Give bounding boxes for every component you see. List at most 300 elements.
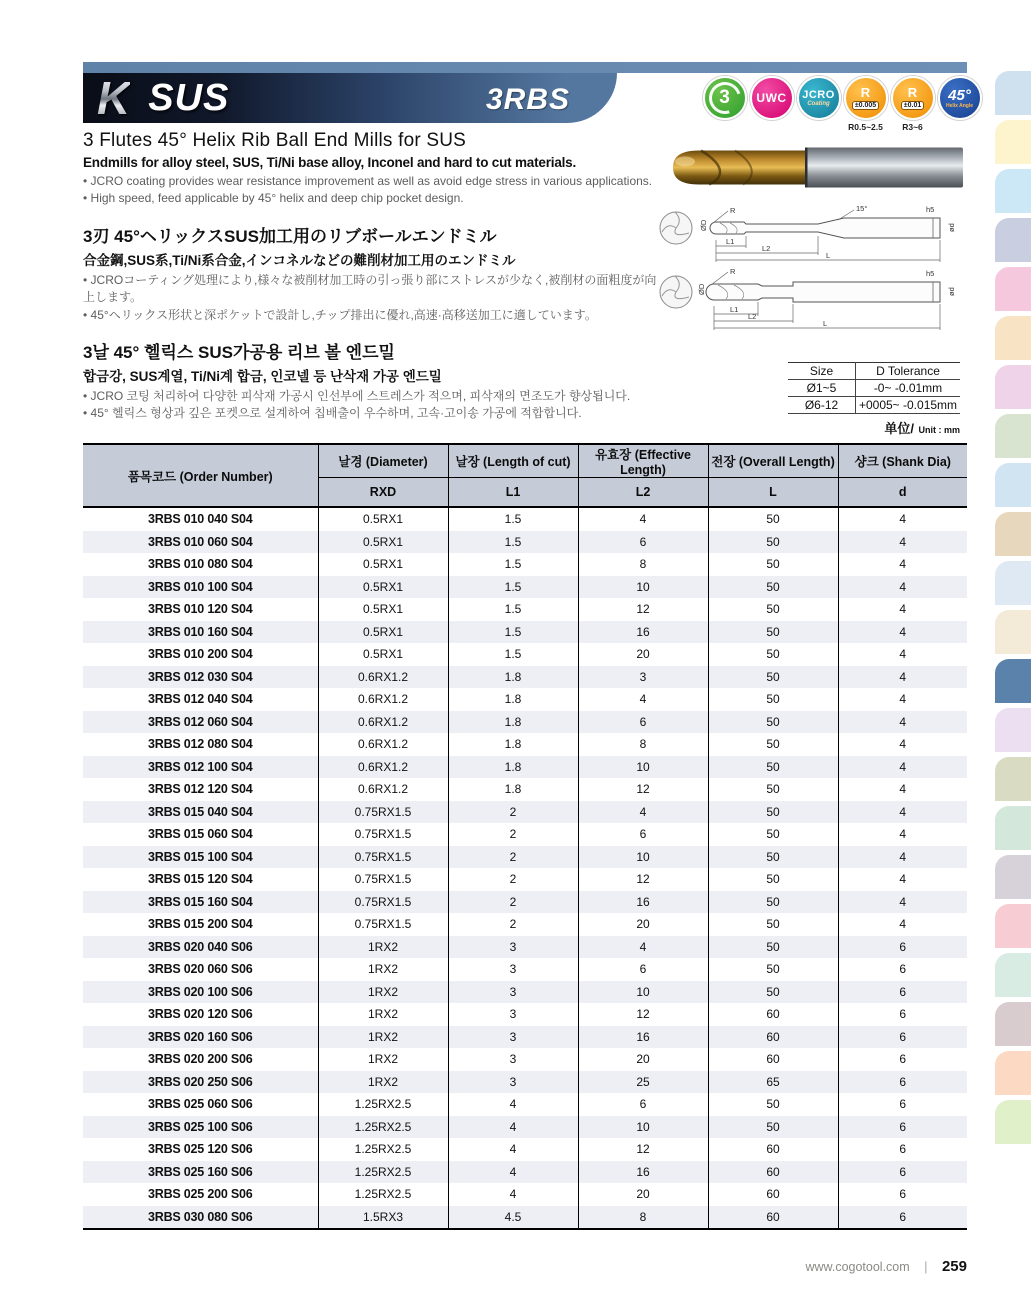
table-row	[83, 823, 967, 846]
order-number-cell: 3RBS 010 160 S04	[147, 624, 253, 639]
spec-value-cell: 6	[838, 1138, 967, 1161]
spec-value-cell: 25	[578, 1071, 708, 1094]
spec-value-cell: 50	[708, 531, 838, 554]
table-row	[83, 1138, 967, 1161]
bullet-item: • JCRO 코팅 처리하여 다양한 피삭재 가공시 인선부에 스트레스가 적으며, 피삭재의 면조도가 향상됩니다.	[83, 388, 658, 405]
table-row	[83, 913, 967, 936]
svg-text:ØD: ØD	[699, 219, 708, 231]
bullets-ko	[83, 388, 658, 423]
spec-value-cell: 1RX2	[318, 1026, 448, 1049]
table-row	[83, 1116, 967, 1139]
spec-value-cell: 8	[578, 553, 708, 576]
spec-value-cell: 3	[448, 1071, 578, 1094]
spec-value-cell: 50	[708, 846, 838, 869]
table-row	[83, 936, 967, 959]
spec-value-cell: 2	[448, 868, 578, 891]
spec-value-cell: 4	[838, 576, 967, 599]
tolerance-col-dtol: D Tolerance	[856, 363, 961, 380]
spec-value-cell: 16	[578, 891, 708, 914]
table-row	[83, 688, 967, 711]
spec-value-cell: 4	[448, 1161, 578, 1184]
r-tolerance-badge-005: R ±0.005 R0.5~2.5	[843, 76, 888, 132]
spec-value-cell: 1.5	[448, 531, 578, 554]
spec-value-cell: 50	[708, 958, 838, 981]
sidebar-tab	[995, 512, 1031, 556]
order-number-cell: 3RBS 010 100 S04	[147, 579, 253, 594]
sidebar-tab	[995, 953, 1031, 997]
svg-text:L2: L2	[762, 244, 771, 253]
bullet-item: • High speed, feed applicable by 45° helix and deep chip pocket design.	[83, 190, 658, 207]
spec-value-cell: 4	[838, 711, 967, 734]
spec-value-cell: 3	[448, 1003, 578, 1026]
spec-value-cell: 4	[838, 666, 967, 689]
spec-value-cell: 4	[838, 553, 967, 576]
spec-value-cell: 1RX2	[318, 981, 448, 1004]
table-row	[83, 1206, 967, 1230]
svg-text:L: L	[823, 319, 828, 328]
spec-value-cell: 50	[708, 507, 838, 531]
spec-value-cell: 6	[578, 531, 708, 554]
r-tolerance-icon-01: R ±0.01	[891, 76, 935, 120]
sidebar-tab	[995, 855, 1031, 899]
spec-value-cell: 2	[448, 801, 578, 824]
spec-value-cell: 50	[708, 981, 838, 1004]
spec-value-cell: 4	[448, 1093, 578, 1116]
svg-text:L1: L1	[726, 237, 735, 246]
description-section	[83, 130, 658, 423]
sidebar-tab	[995, 1002, 1031, 1046]
spec-value-cell: 1.8	[448, 666, 578, 689]
spec-value-cell: 0.5RX1	[318, 531, 448, 554]
table-row	[83, 801, 967, 824]
order-number-cell: 3RBS 020 100 S06	[147, 984, 253, 999]
spec-value-cell: 1.25RX2.5	[318, 1093, 448, 1116]
spec-value-cell: 50	[708, 576, 838, 599]
spec-value-cell: 60	[708, 1138, 838, 1161]
sidebar-tab	[995, 561, 1031, 605]
spec-value-cell: 1.5	[448, 507, 578, 531]
svg-text:R: R	[730, 267, 736, 276]
bullet-item: • 45°ヘリックス形状と深ポケットで設計し,チップ排出に優れ,高速·高移送加工に適しています。	[83, 307, 658, 324]
spec-value-cell: 6	[838, 1026, 967, 1049]
spec-value-cell: 4	[838, 756, 967, 779]
order-number-cell: 3RBS 015 040 S04	[147, 804, 253, 819]
spec-value-cell: 1.5	[448, 553, 578, 576]
table-row	[83, 621, 967, 644]
title-ko: 3날 45° 헬릭스 SUS가공용 리브 볼 엔드밀	[83, 342, 395, 362]
table-row	[83, 553, 967, 576]
sidebar-tab	[995, 1100, 1031, 1144]
bullets-en	[83, 173, 658, 208]
order-number-cell: 3RBS 020 250 S06	[147, 1074, 253, 1089]
sidebar-tab	[995, 610, 1031, 654]
spec-value-cell: 4	[838, 598, 967, 621]
helix-angle-icon: 45° Helix Angle	[938, 76, 982, 120]
spec-value-cell: 0.6RX1.2	[318, 711, 448, 734]
spec-value-cell: 20	[578, 913, 708, 936]
table-row	[83, 1071, 967, 1094]
order-number-cell: 3RBS 025 160 S06	[147, 1164, 253, 1179]
spec-value-cell: 60	[708, 1161, 838, 1184]
spec-value-cell: 12	[578, 868, 708, 891]
spec-value-cell: 1.8	[448, 733, 578, 756]
order-number-cell: 3RBS 010 060 S04	[147, 534, 253, 549]
spec-value-cell: 1.25RX2.5	[318, 1183, 448, 1206]
svg-text:L: L	[826, 251, 831, 260]
sidebar-tab	[995, 316, 1031, 360]
spec-value-cell: 0.5RX1	[318, 621, 448, 644]
spec-value-cell: 60	[708, 1003, 838, 1026]
table-row	[83, 598, 967, 621]
footer	[83, 1258, 967, 1276]
spec-table-body	[83, 507, 967, 1229]
table-row	[83, 756, 967, 779]
order-number-cell: 3RBS 012 120 S04	[147, 782, 253, 797]
spec-value-cell: 6	[578, 958, 708, 981]
spec-value-cell: 4	[578, 801, 708, 824]
order-number-cell: 3RBS 015 060 S04	[147, 827, 253, 842]
spec-value-cell: 6	[838, 936, 967, 959]
spec-value-cell: 0.75RX1.5	[318, 846, 448, 869]
sidebar-tab	[995, 267, 1031, 311]
spec-value-cell: 4	[838, 778, 967, 801]
flute-count-badge	[702, 76, 747, 132]
r-tolerance-icon-005: R ±0.005	[844, 76, 888, 120]
spec-value-cell: 4	[448, 1183, 578, 1206]
spec-value-cell: 1.5	[448, 621, 578, 644]
spec-value-cell: 1RX2	[318, 1048, 448, 1071]
table-row	[83, 891, 967, 914]
spec-value-cell: 4	[448, 1116, 578, 1139]
spec-value-cell: 10	[578, 846, 708, 869]
order-number-cell: 3RBS 012 030 S04	[147, 669, 253, 684]
order-number-cell: 3RBS 012 040 S04	[147, 692, 253, 707]
svg-text:ød: ød	[947, 223, 956, 232]
spec-value-cell: 50	[708, 913, 838, 936]
table-row	[83, 711, 967, 734]
order-number-cell: 3RBS 010 080 S04	[147, 557, 253, 572]
jcro-coating-badge	[796, 76, 841, 132]
sidebar-tab	[995, 218, 1031, 262]
spec-value-cell: 2	[448, 846, 578, 869]
spec-value-cell: 6	[838, 1003, 967, 1026]
spec-value-cell: 4	[838, 823, 967, 846]
spec-value-cell: 60	[708, 1206, 838, 1230]
table-row	[83, 733, 967, 756]
sidebar-tab	[995, 757, 1031, 801]
spec-value-cell: 12	[578, 1003, 708, 1026]
spec-value-cell: 60	[708, 1048, 838, 1071]
series-code: 3RBS	[486, 83, 571, 116]
spec-value-cell: 4.5	[448, 1206, 578, 1230]
order-number-cell: 3RBS 025 200 S06	[147, 1187, 253, 1202]
spec-value-cell: 1RX2	[318, 1003, 448, 1026]
subtitle-ja: 合金鋼,SUS系,Ti/Ni系合金,インコネルなどの難削材加工用のエンドミル	[83, 252, 516, 268]
spec-value-cell: 4	[838, 643, 967, 666]
flute-count-icon: 3	[703, 76, 747, 120]
spec-value-cell: 8	[578, 1206, 708, 1230]
spec-value-cell: 4	[838, 891, 967, 914]
order-number-cell: 3RBS 015 200 S04	[147, 917, 253, 932]
spec-value-cell: 10	[578, 756, 708, 779]
bullets-ja	[83, 272, 658, 324]
svg-text:15°: 15°	[856, 204, 868, 213]
col-sub-l: L	[708, 478, 838, 508]
spec-value-cell: 1RX2	[318, 936, 448, 959]
sidebar-tab	[995, 120, 1031, 164]
spec-value-cell: 1.25RX2.5	[318, 1138, 448, 1161]
svg-text:L2: L2	[748, 312, 757, 321]
spec-value-cell: 1.5	[448, 643, 578, 666]
spec-value-cell: 50	[708, 643, 838, 666]
footer-website: www.cogotool.com	[805, 1260, 910, 1274]
tech-drawing-straight	[658, 262, 967, 332]
spec-value-cell: 8	[578, 733, 708, 756]
spec-value-cell: 1.8	[448, 756, 578, 779]
spec-value-cell: 1.5RX3	[318, 1206, 448, 1230]
spec-value-cell: 0.5RX1	[318, 553, 448, 576]
order-number-cell: 3RBS 030 080 S06	[147, 1209, 253, 1224]
spec-table	[83, 443, 967, 1230]
tolerance-table	[788, 362, 960, 414]
spec-value-cell: 1.8	[448, 778, 578, 801]
uwc-icon: UWC	[750, 76, 794, 120]
spec-value-cell: 10	[578, 981, 708, 1004]
r-tolerance-badge-01: R ±0.01 R3~6	[890, 76, 935, 132]
sidebar-tab	[995, 904, 1031, 948]
spec-value-cell: 0.5RX1	[318, 598, 448, 621]
spec-value-cell: 1.5	[448, 576, 578, 599]
spec-value-cell: 4	[578, 936, 708, 959]
sidebar-tab-active	[995, 659, 1031, 703]
table-row	[83, 1003, 967, 1026]
svg-text:h5: h5	[926, 205, 935, 214]
spec-value-cell: 3	[448, 1026, 578, 1049]
col-effective-length: 유효장 (Effective Length)	[578, 444, 708, 478]
order-number-cell: 3RBS 025 120 S06	[147, 1142, 253, 1157]
spec-value-cell: 50	[708, 823, 838, 846]
spec-value-cell: 1.25RX2.5	[318, 1161, 448, 1184]
table-row	[83, 1026, 967, 1049]
table-row	[83, 1093, 967, 1116]
spec-value-cell: 16	[578, 621, 708, 644]
order-number-cell: 3RBS 012 080 S04	[147, 737, 253, 752]
spec-value-cell: 3	[448, 936, 578, 959]
col-overall-length: 전장 (Overall Length)	[708, 444, 838, 478]
table-row	[83, 846, 967, 869]
spec-value-cell: 50	[708, 1116, 838, 1139]
tolerance-header-row	[788, 363, 960, 380]
spec-value-cell: 16	[578, 1026, 708, 1049]
order-number-cell: 3RBS 012 100 S04	[147, 759, 253, 774]
spec-value-cell: 0.5RX1	[318, 576, 448, 599]
col-sub-d: d	[838, 478, 967, 508]
spec-value-cell: 4	[838, 868, 967, 891]
spec-value-cell: 4	[838, 846, 967, 869]
table-row	[83, 1183, 967, 1206]
spec-value-cell: 4	[578, 688, 708, 711]
spec-value-cell: 4	[838, 531, 967, 554]
table-row	[83, 1161, 967, 1184]
order-number-cell: 3RBS 010 120 S04	[147, 602, 253, 617]
table-row	[83, 981, 967, 1004]
spec-value-cell: 20	[578, 643, 708, 666]
footer-divider: |	[924, 1259, 928, 1274]
spec-value-cell: 50	[708, 621, 838, 644]
tech-drawing-tapered	[658, 202, 967, 264]
spec-value-cell: 1.5	[448, 598, 578, 621]
spec-value-cell: 6	[838, 1048, 967, 1071]
spec-value-cell: 6	[578, 1093, 708, 1116]
spec-value-cell: 4	[838, 733, 967, 756]
svg-text:h5: h5	[926, 269, 935, 278]
spec-value-cell: 2	[448, 891, 578, 914]
spec-value-cell: 4	[448, 1138, 578, 1161]
spec-value-cell: 0.75RX1.5	[318, 891, 448, 914]
spec-value-cell: 20	[578, 1048, 708, 1071]
sidebar-tab	[995, 708, 1031, 752]
bullet-item: • 45° 헬릭스 형상과 깊은 포켓으로 설계하여 칩배출이 우수하며, 고속·고이송 가공에 적합합니다.	[83, 405, 658, 422]
jcro-coating-icon: JCRO Coating	[797, 76, 841, 120]
spec-value-cell: 6	[838, 958, 967, 981]
spec-value-cell: 0.6RX1.2	[318, 733, 448, 756]
tolerance-row: Ø1~5 -0~ -0.01mm	[788, 380, 960, 397]
spec-value-cell: 0.75RX1.5	[318, 823, 448, 846]
spec-value-cell: 20	[578, 1183, 708, 1206]
spec-value-cell: 0.75RX1.5	[318, 868, 448, 891]
spec-value-cell: 4	[838, 913, 967, 936]
feature-badges	[702, 76, 982, 132]
spec-value-cell: 6	[578, 711, 708, 734]
title-ja: 3刃 45°ヘリックスSUS加工用のリブボールエンドミル	[83, 226, 497, 246]
spec-value-cell: 3	[578, 666, 708, 689]
uwc-badge	[749, 76, 794, 132]
spec-value-cell: 50	[708, 598, 838, 621]
bullet-item: • JCRO coating provides wear resistance improvement as well as avoid edge stress in various applications.	[83, 173, 658, 190]
header-accent-strip	[83, 62, 967, 73]
tolerance-col-size: Size	[809, 364, 834, 378]
order-number-cell: 3RBS 025 060 S06	[147, 1097, 253, 1112]
product-photo	[655, 139, 967, 197]
spec-value-cell: 6	[838, 1206, 967, 1230]
svg-text:ød: ød	[947, 287, 956, 296]
col-length-of-cut: 날장 (Length of cut)	[448, 444, 578, 478]
order-number-cell: 3RBS 015 100 S04	[147, 849, 253, 864]
spec-value-cell: 2	[448, 823, 578, 846]
table-row	[83, 643, 967, 666]
unit-note: 单位/ Unit : mm	[884, 421, 960, 436]
helix-angle-badge	[937, 76, 982, 132]
spec-table-header	[83, 444, 967, 507]
spec-value-cell: 65	[708, 1071, 838, 1094]
col-sub-l2: L2	[578, 478, 708, 508]
spec-value-cell: 50	[708, 1093, 838, 1116]
spec-value-cell: 10	[578, 576, 708, 599]
spec-value-cell: 4	[578, 507, 708, 531]
subtitle-ko: 합금강, SUS계열, Ti/Ni계 합금, 인코넬 등 난삭재 가공 엔드밀	[83, 368, 442, 384]
spec-value-cell: 50	[708, 553, 838, 576]
spec-value-cell: 3	[448, 958, 578, 981]
spec-value-cell: 3	[448, 1048, 578, 1071]
spec-value-cell: 1.8	[448, 688, 578, 711]
footer-page-number: 259	[941, 1258, 967, 1275]
sidebar-tab	[995, 1051, 1031, 1095]
spec-value-cell: 50	[708, 891, 838, 914]
order-number-cell: 3RBS 020 040 S06	[147, 939, 253, 954]
spec-value-cell: 0.5RX1	[318, 507, 448, 531]
spec-value-cell: 6	[838, 1116, 967, 1139]
spec-value-cell: 50	[708, 778, 838, 801]
subtitle-en: Endmills for alloy steel, SUS, Ti/Ni base alloy, Inconel and hard to cut materials.	[83, 155, 577, 170]
sidebar-tab	[995, 71, 1031, 115]
spec-value-cell: 1RX2	[318, 1071, 448, 1094]
sidebar-tab	[995, 463, 1031, 507]
page-title: 3 Flutes 45° Helix Rib Ball End Mills for SUS	[83, 130, 467, 151]
spec-value-cell: 6	[838, 1071, 967, 1094]
table-row	[83, 576, 967, 599]
order-number-cell: 3RBS 020 200 S06	[147, 1052, 253, 1067]
sidebar-tab	[995, 806, 1031, 850]
spec-value-cell: 60	[708, 1183, 838, 1206]
spec-value-cell: 0.6RX1.2	[318, 666, 448, 689]
sidebar-tab	[995, 414, 1031, 458]
order-number-cell: 3RBS 020 120 S06	[147, 1007, 253, 1022]
spec-value-cell: 0.75RX1.5	[318, 801, 448, 824]
spec-value-cell: 0.75RX1.5	[318, 913, 448, 936]
order-number-cell: 3RBS 015 160 S04	[147, 894, 253, 909]
table-row	[83, 1048, 967, 1071]
spec-value-cell: 12	[578, 598, 708, 621]
order-number-cell: 3RBS 015 120 S04	[147, 872, 253, 887]
table-row	[83, 507, 967, 531]
svg-text:ØD: ØD	[697, 283, 706, 295]
col-shank-dia: 샹크 (Shank Dia)	[838, 444, 967, 478]
spec-value-cell: 6	[838, 1183, 967, 1206]
svg-text:R: R	[730, 206, 736, 215]
spec-value-cell: 6	[578, 823, 708, 846]
svg-text:L1: L1	[730, 305, 739, 314]
spec-value-cell: 1.25RX2.5	[318, 1116, 448, 1139]
spec-value-cell: 12	[578, 778, 708, 801]
sidebar-tab	[995, 169, 1031, 213]
tolerance-row: Ø6-12 +0005~ -0.015mm	[788, 397, 960, 414]
spec-value-cell: 1RX2	[318, 958, 448, 981]
sidebar-tab	[995, 365, 1031, 409]
spec-value-cell: 4	[838, 688, 967, 711]
spec-value-cell: 50	[708, 936, 838, 959]
spec-value-cell: 6	[838, 981, 967, 1004]
col-order-number: 품목코드 (Order Number)	[83, 444, 318, 507]
order-number-cell: 3RBS 020 060 S06	[147, 962, 253, 977]
spec-value-cell: 6	[838, 1161, 967, 1184]
spec-value-cell: 16	[578, 1161, 708, 1184]
order-number-cell: 3RBS 010 040 S04	[147, 512, 253, 527]
brand-letter: K	[97, 72, 131, 124]
table-row	[83, 958, 967, 981]
spec-value-cell: 4	[838, 801, 967, 824]
order-number-cell: 3RBS 012 060 S04	[147, 714, 253, 729]
series-name: SUS	[148, 77, 230, 119]
spec-value-cell: 10	[578, 1116, 708, 1139]
col-sub-rxd: RXD	[318, 478, 448, 508]
table-row	[83, 666, 967, 689]
order-number-cell: 3RBS 010 200 S04	[147, 647, 253, 662]
order-number-cell: 3RBS 020 160 S06	[147, 1029, 253, 1044]
col-diameter: 날경 (Diameter)	[318, 444, 448, 478]
col-sub-l1: L1	[448, 478, 578, 508]
spec-value-cell: 4	[838, 507, 967, 531]
spec-value-cell: 50	[708, 666, 838, 689]
